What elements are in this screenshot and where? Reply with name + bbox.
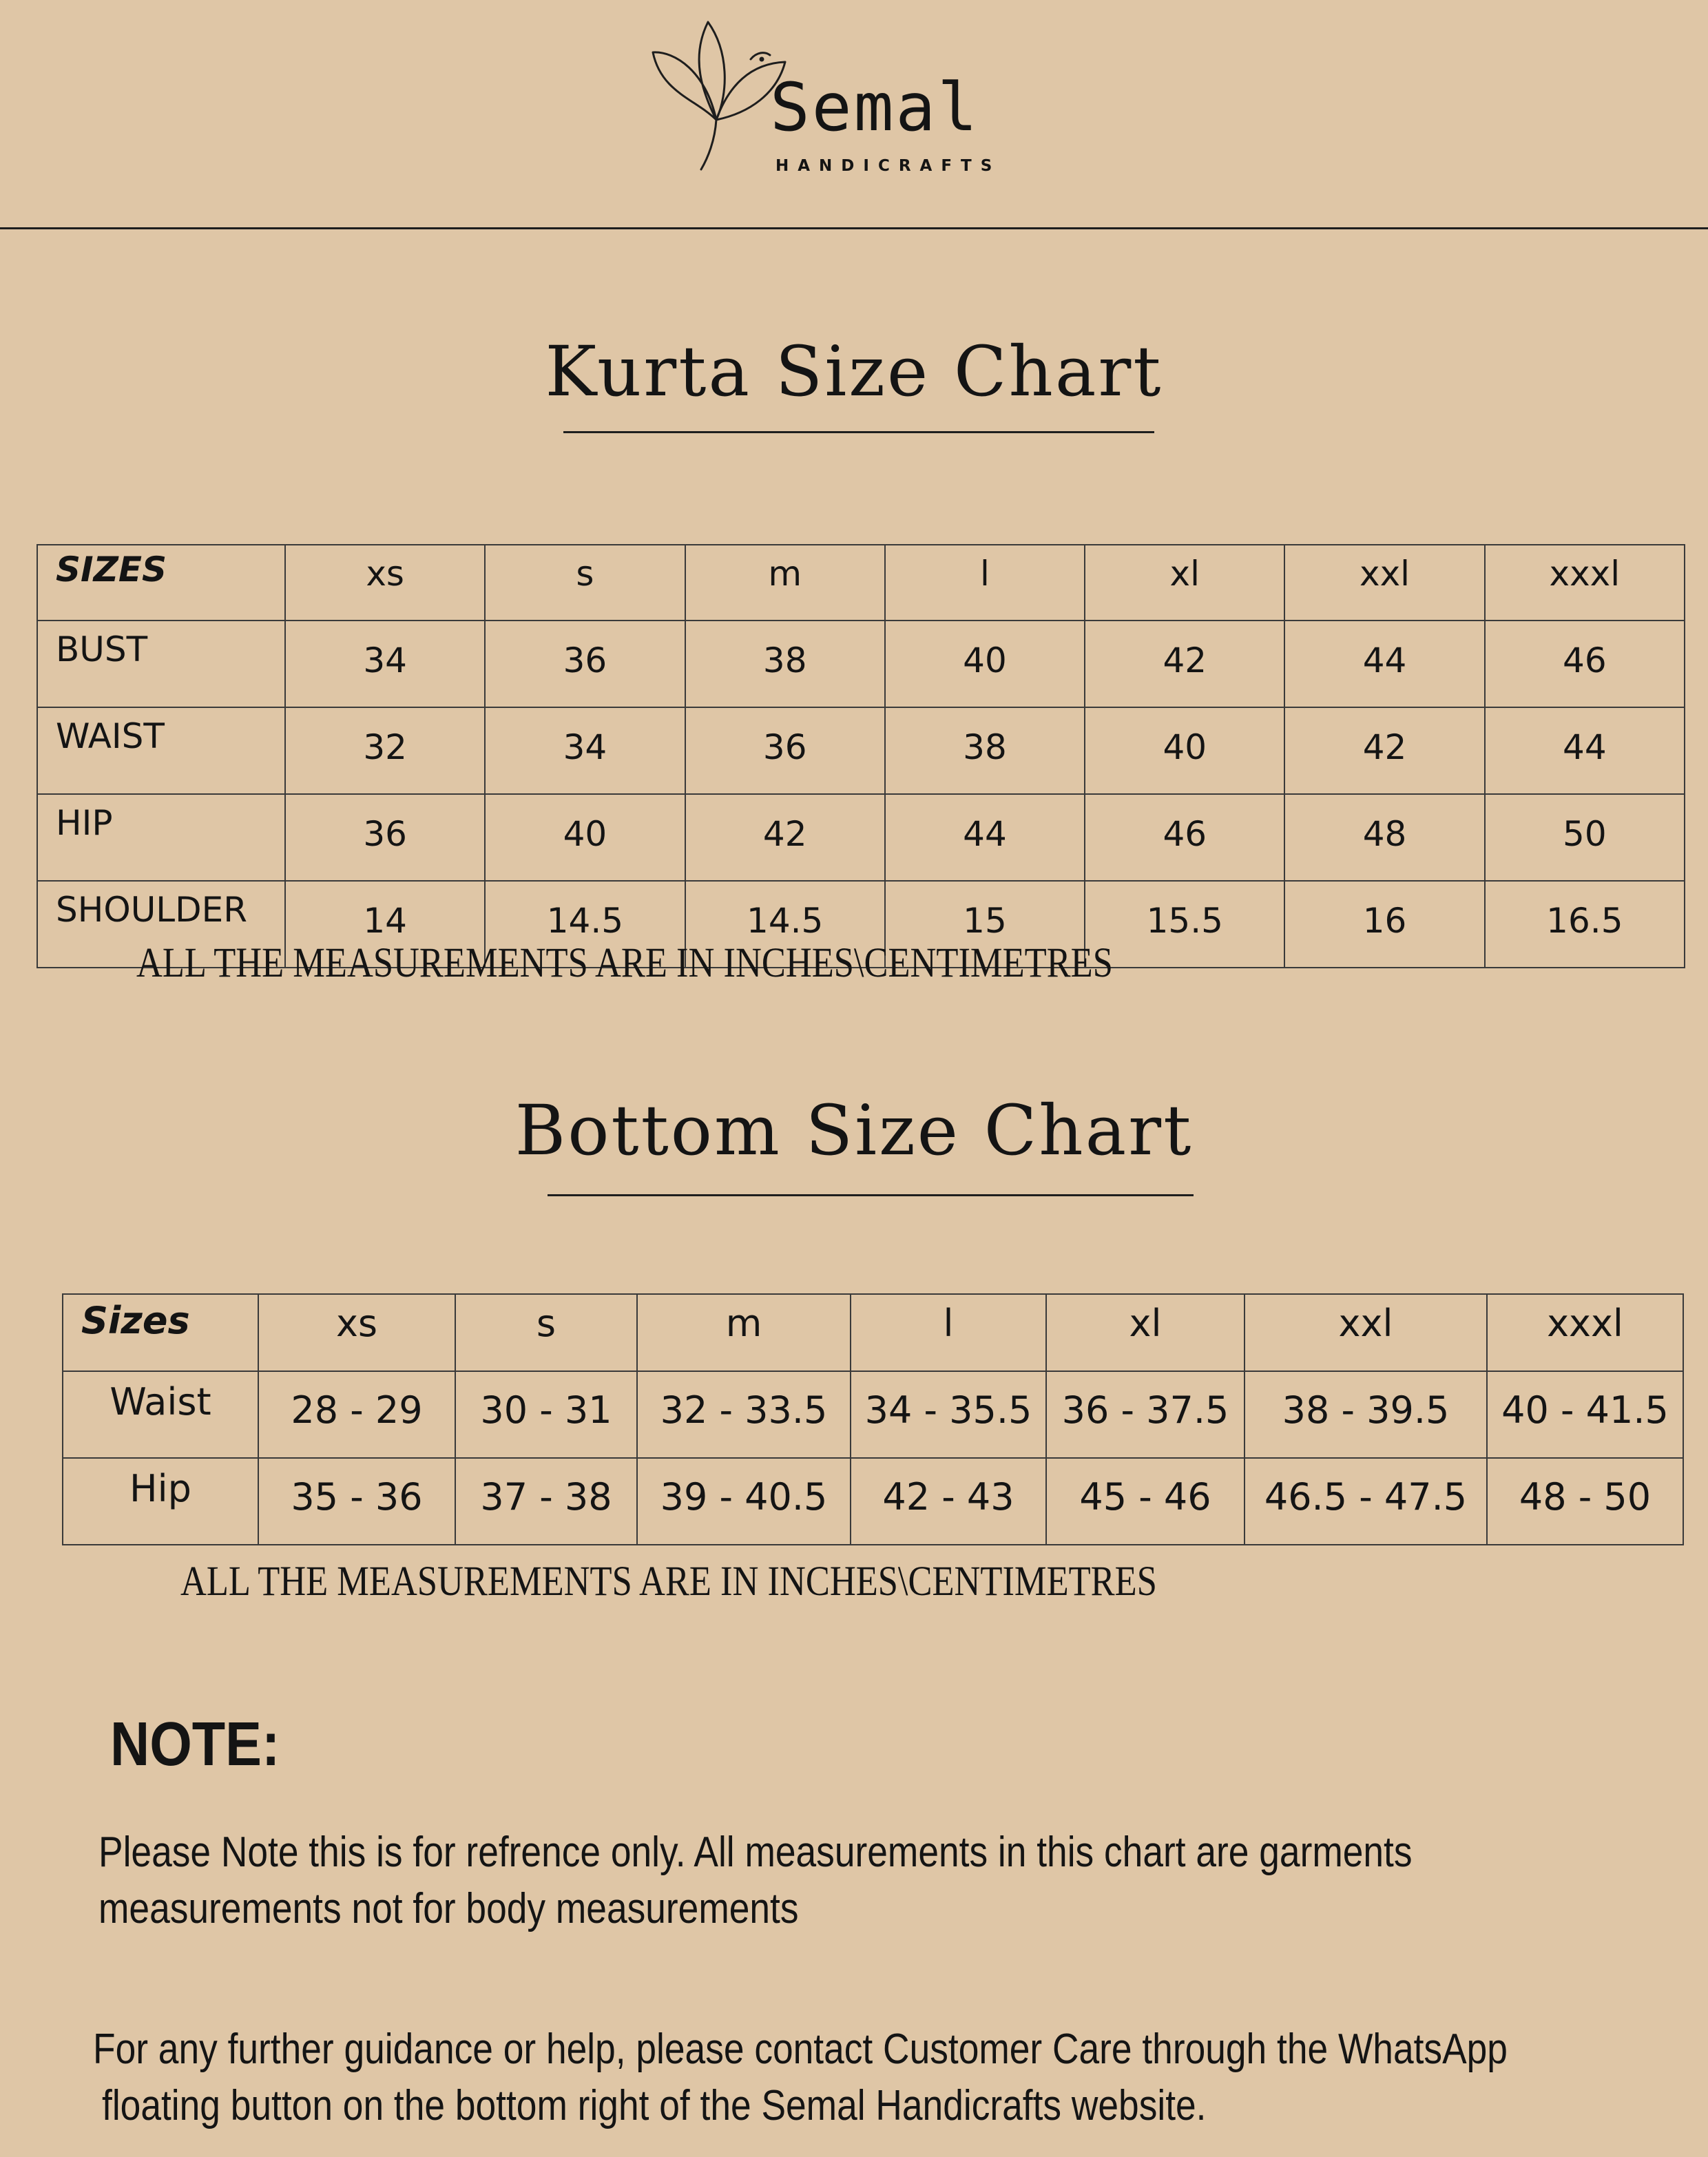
table-cell: 15.5: [1085, 881, 1284, 968]
table-cell: 40 - 41.5: [1487, 1371, 1683, 1458]
size-header-cell: xxl: [1284, 545, 1484, 621]
table-cell: 36 - 37.5: [1046, 1371, 1244, 1458]
table-cell: 44: [885, 794, 1085, 881]
table-cell: 32 - 33.5: [637, 1371, 851, 1458]
table-cell: 16.5: [1485, 881, 1685, 968]
table-cell: 46.5 - 47.5: [1244, 1458, 1487, 1545]
help-text-line: For any further guidance or help, please contact Customer Care through the WhatsApp: [93, 2025, 1508, 2073]
kurta-title-underline: [563, 431, 1154, 433]
bottom-chart-title: Bottom Size Chart: [514, 1090, 1194, 1171]
table-cell: 14.5: [485, 881, 685, 968]
table-header-row: [63, 1294, 1683, 1371]
table-cell: 38: [685, 621, 885, 707]
table-cell: 48 - 50: [1487, 1458, 1683, 1545]
table-cell: 15: [885, 881, 1085, 968]
table-cell: 36: [485, 621, 685, 707]
table-cell: 38: [885, 707, 1085, 794]
size-header-cell: xxl: [1244, 1294, 1487, 1371]
kurta-units-note: ALL THE MEASUREMENTS ARE IN INCHES\CENTIMETRES: [136, 940, 1113, 986]
table-cell: 36: [285, 794, 485, 881]
size-header-cell: xxxl: [1485, 545, 1685, 621]
table-row: [37, 707, 1685, 794]
table-cell: 39 - 40.5: [637, 1458, 851, 1545]
size-header-cell: l: [851, 1294, 1046, 1371]
bottom-size-table: [62, 1293, 1684, 1545]
size-header-cell: s: [455, 1294, 637, 1371]
row-label-shoulder: SHOULDER: [37, 881, 285, 968]
table-cell: 40: [885, 621, 1085, 707]
table-cell: 42 - 43: [851, 1458, 1046, 1545]
row-label-hip: Hip: [63, 1458, 258, 1545]
table-cell: 36: [685, 707, 885, 794]
table-cell: 40: [1085, 707, 1284, 794]
size-header-cell: xl: [1046, 1294, 1244, 1371]
table-cell: 32: [285, 707, 485, 794]
sizes-header-cell: Sizes: [63, 1294, 258, 1371]
table-cell: 42: [1284, 707, 1484, 794]
table-cell: 45 - 46: [1046, 1458, 1244, 1545]
table-cell: 42: [1085, 621, 1284, 707]
kurta-size-table: [37, 544, 1685, 968]
bottom-title-underline: [548, 1194, 1194, 1196]
table-cell: 50: [1485, 794, 1685, 881]
table-cell: 30 - 31: [455, 1371, 637, 1458]
table-cell: 16: [1284, 881, 1484, 968]
table-cell: 46: [1085, 794, 1284, 881]
row-label-hip: HIP: [37, 794, 285, 881]
size-header-cell: l: [885, 545, 1085, 621]
note-text-line: Please Note this is for refrence only. All measurements in this chart are garments: [98, 1828, 1413, 1876]
table-row: [37, 621, 1685, 707]
table-cell: 44: [1485, 707, 1685, 794]
table-cell: 34 - 35.5: [851, 1371, 1046, 1458]
size-header-cell: s: [485, 545, 685, 621]
size-header-cell: xl: [1085, 545, 1284, 621]
bottom-units-note: ALL THE MEASUREMENTS ARE IN INCHES\CENTIMETRES: [180, 1559, 1157, 1605]
row-label-bust: BUST: [37, 621, 285, 707]
table-cell: 37 - 38: [455, 1458, 637, 1545]
table-cell: 48: [1284, 794, 1484, 881]
table-cell: 42: [685, 794, 885, 881]
note-heading: NOTE:: [110, 1710, 280, 1779]
table-cell: 40: [485, 794, 685, 881]
size-header-cell: m: [685, 545, 885, 621]
help-text-line: floating button on the bottom right of the Semal Handicrafts website.: [102, 2082, 1207, 2129]
table-cell: 34: [485, 707, 685, 794]
table-cell: 35 - 36: [258, 1458, 455, 1545]
table-cell: 34: [285, 621, 485, 707]
kurta-chart-title: Kurta Size Chart: [545, 331, 1163, 412]
table-row: [63, 1371, 1683, 1458]
table-cell: 46: [1485, 621, 1685, 707]
size-header-cell: m: [637, 1294, 851, 1371]
brand-name: Semal: [770, 69, 979, 146]
table-cell: 14.5: [685, 881, 885, 968]
header-divider: [0, 227, 1708, 229]
brand-subtitle: HANDICRAFTS: [775, 157, 1001, 175]
sizes-header-cell: SIZES: [37, 545, 285, 621]
table-cell: 44: [1284, 621, 1484, 707]
size-header-cell: xs: [258, 1294, 455, 1371]
row-label-waist: Waist: [63, 1371, 258, 1458]
table-cell: 38 - 39.5: [1244, 1371, 1487, 1458]
note-text-line: measurements not for body measurements: [98, 1885, 799, 1932]
table-row: [37, 794, 1685, 881]
table-row: [63, 1458, 1683, 1545]
table-cell: 14: [285, 881, 485, 968]
size-header-cell: xxxl: [1487, 1294, 1683, 1371]
size-header-cell: xs: [285, 545, 485, 621]
table-header-row: [37, 545, 1685, 621]
row-label-waist: WAIST: [37, 707, 285, 794]
table-cell: 28 - 29: [258, 1371, 455, 1458]
